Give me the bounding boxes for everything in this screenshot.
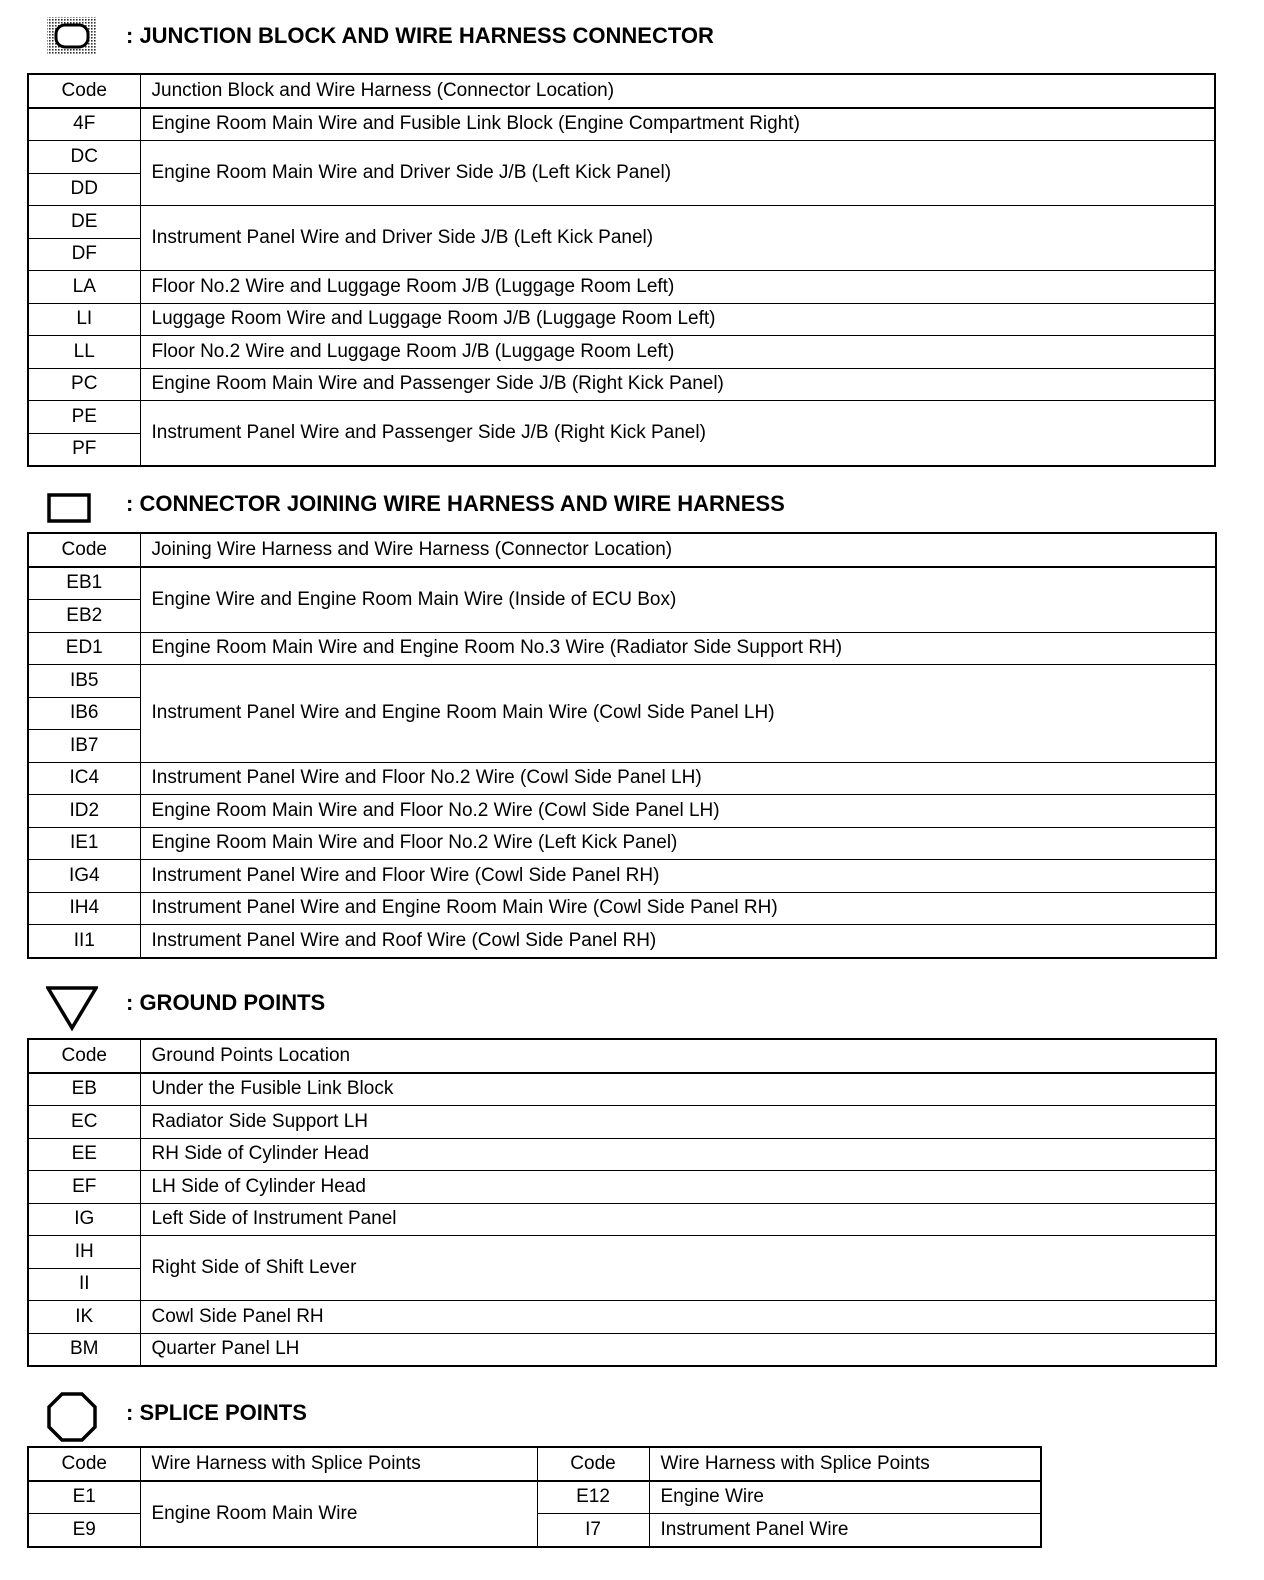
code-cell: LA: [28, 271, 140, 304]
description-cell: Under the Fusible Link Block: [140, 1073, 1216, 1106]
description-cell: Cowl Side Panel RH: [140, 1301, 1216, 1334]
code-cell: IE1: [28, 827, 140, 860]
description-cell: Instrument Panel Wire and Floor No.2 Wire (Cowl Side Panel LH): [140, 762, 1216, 795]
table-header-row: [28, 533, 1216, 567]
table-row: [28, 665, 1216, 698]
description-cell: Engine Room Main Wire and Floor No.2 Wire (Cowl Side Panel LH): [140, 795, 1216, 828]
description-cell: Engine Room Main Wire and Passenger Side J/B (Right Kick Panel): [140, 368, 1215, 401]
description-cell: Radiator Side Support LH: [140, 1106, 1216, 1139]
code-cell: 4F: [28, 108, 140, 141]
description-cell: Engine Room Main Wire and Driver Side J/B (Left Kick Panel): [140, 141, 1215, 206]
rectangle-outline-icon: [46, 484, 98, 524]
description-cell: Quarter Panel LH: [140, 1333, 1216, 1366]
code-cell: PF: [28, 433, 140, 466]
code-cell: EB1: [28, 567, 140, 600]
code-cell: ED1: [28, 632, 140, 665]
table-row: [28, 1203, 1216, 1236]
splice-table: [27, 1446, 1042, 1548]
description-cell: Right Side of Shift Lever: [140, 1236, 1216, 1301]
description-cell: RH Side of Cylinder Head: [140, 1138, 1216, 1171]
code-cell: PE: [28, 401, 140, 434]
description-cell: Instrument Panel Wire and Passenger Side J/B (Right Kick Panel): [140, 401, 1215, 467]
code-cell: IH4: [28, 892, 140, 925]
header-desc: Wire Harness with Splice Points: [140, 1447, 537, 1481]
header-code: Code: [28, 74, 140, 108]
header-code: Code: [28, 533, 140, 567]
description-cell: Instrument Panel Wire and Floor Wire (Cowl Side Panel RH): [140, 860, 1216, 893]
section-header-splice: [46, 1393, 307, 1433]
description-cell: LH Side of Cylinder Head: [140, 1171, 1216, 1204]
code-cell: EE: [28, 1138, 140, 1171]
code-cell: DC: [28, 141, 140, 174]
code-cell: DE: [28, 206, 140, 239]
section-header-connector: [46, 484, 785, 524]
table-row: [28, 1073, 1216, 1106]
table-row: [28, 892, 1216, 925]
code-cell: E12: [537, 1481, 649, 1514]
code-cell: EC: [28, 1106, 140, 1139]
description-cell: Instrument Panel Wire and Engine Room Main Wire (Cowl Side Panel LH): [140, 665, 1216, 763]
table-header-row: [28, 74, 1215, 108]
code-cell: IH: [28, 1236, 140, 1269]
header-desc: Junction Block and Wire Harness (Connector Location): [140, 74, 1215, 108]
code-cell: IG: [28, 1203, 140, 1236]
section-title: : CONNECTOR JOINING WIRE HARNESS AND WIRE HARNESS: [126, 491, 785, 516]
description-cell: Instrument Panel Wire and Roof Wire (Cowl Side Panel RH): [140, 925, 1216, 958]
code-cell: II: [28, 1268, 140, 1301]
table-row: [28, 567, 1216, 600]
table-header-row: [28, 1447, 1041, 1481]
code-cell: EF: [28, 1171, 140, 1204]
description-cell: Engine Room Main Wire: [140, 1481, 537, 1547]
code-cell: I7: [537, 1514, 649, 1547]
table-row: [28, 1236, 1216, 1269]
description-cell: Instrument Panel Wire and Driver Side J/B (Left Kick Panel): [140, 206, 1215, 271]
table-row: [28, 1171, 1216, 1204]
table-row: [28, 860, 1216, 893]
table-row: [28, 925, 1216, 958]
table-row: [28, 795, 1216, 828]
header-code: Code: [28, 1447, 140, 1481]
table-row: [28, 108, 1215, 141]
code-cell: PC: [28, 368, 140, 401]
octagon-icon: [46, 1393, 98, 1433]
description-cell: Instrument Panel Wire: [649, 1514, 1041, 1547]
description-cell: Engine Room Main Wire and Floor No.2 Wire (Left Kick Panel): [140, 827, 1216, 860]
table-header-row: [28, 1039, 1216, 1073]
table-row: [28, 303, 1215, 336]
down-triangle-icon: [46, 983, 98, 1023]
section-title: : SPLICE POINTS: [126, 1400, 307, 1425]
table-row: [28, 762, 1216, 795]
code-cell: LI: [28, 303, 140, 336]
code-cell: II1: [28, 925, 140, 958]
table-row: [28, 206, 1215, 239]
description-cell: Floor No.2 Wire and Luggage Room J/B (Luggage Room Left): [140, 336, 1215, 369]
table-row: [28, 632, 1216, 665]
code-cell: E1: [28, 1481, 140, 1514]
code-cell: EB: [28, 1073, 140, 1106]
section-header-ground: [46, 983, 325, 1023]
code-cell: IK: [28, 1301, 140, 1334]
table-row: [28, 368, 1215, 401]
code-cell: IB5: [28, 665, 140, 698]
ground-table: [27, 1038, 1217, 1367]
header-code: Code: [28, 1039, 140, 1073]
code-cell: IC4: [28, 762, 140, 795]
header-desc-2: Wire Harness with Splice Points: [649, 1447, 1041, 1481]
code-cell: DF: [28, 238, 140, 271]
description-cell: Engine Wire: [649, 1481, 1041, 1514]
table-row: [28, 1301, 1216, 1334]
connector-table: [27, 532, 1217, 959]
code-cell: BM: [28, 1333, 140, 1366]
code-cell: IB7: [28, 730, 140, 763]
header-code-2: Code: [537, 1447, 649, 1481]
description-cell: Instrument Panel Wire and Engine Room Main Wire (Cowl Side Panel RH): [140, 892, 1216, 925]
code-cell: DD: [28, 173, 140, 206]
code-cell: ID2: [28, 795, 140, 828]
section-header-junction: [46, 16, 714, 56]
table-row: [28, 1138, 1216, 1171]
table-row: [28, 1481, 1041, 1514]
table-row: [28, 141, 1215, 174]
junction-table: [27, 73, 1216, 467]
description-cell: Luggage Room Wire and Luggage Room J/B (Luggage Room Left): [140, 303, 1215, 336]
description-cell: Floor No.2 Wire and Luggage Room J/B (Luggage Room Left): [140, 271, 1215, 304]
table-row: [28, 827, 1216, 860]
code-cell: IB6: [28, 697, 140, 730]
section-title: : JUNCTION BLOCK AND WIRE HARNESS CONNECTOR: [126, 23, 714, 48]
description-cell: Engine Wire and Engine Room Main Wire (Inside of ECU Box): [140, 567, 1216, 633]
section-title: : GROUND POINTS: [126, 990, 326, 1015]
code-cell: LL: [28, 336, 140, 369]
description-cell: Left Side of Instrument Panel: [140, 1203, 1216, 1236]
table-row: [28, 401, 1215, 434]
description-cell: Engine Room Main Wire and Engine Room No.3 Wire (Radiator Side Support RH): [140, 632, 1216, 665]
table-row: [28, 1106, 1216, 1139]
table-row: [28, 336, 1215, 369]
header-desc: Joining Wire Harness and Wire Harness (Connector Location): [140, 533, 1216, 567]
header-desc: Ground Points Location: [140, 1039, 1216, 1073]
code-cell: EB2: [28, 600, 140, 633]
shaded-rounded-rectangle-icon: [46, 16, 98, 56]
table-row: [28, 1333, 1216, 1366]
description-cell: Engine Room Main Wire and Fusible Link Block (Engine Compartment Right): [140, 108, 1215, 141]
table-row: [28, 271, 1215, 304]
code-cell: IG4: [28, 860, 140, 893]
code-cell: E9: [28, 1514, 140, 1547]
